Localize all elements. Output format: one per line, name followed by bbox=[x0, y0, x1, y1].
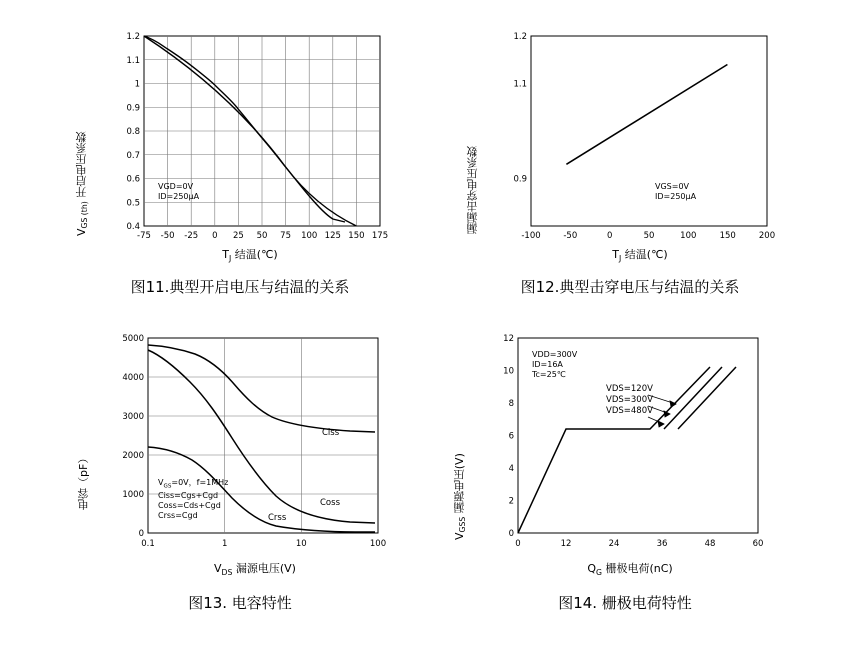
svg-text:0: 0 bbox=[138, 529, 144, 539]
svg-text:48: 48 bbox=[704, 539, 716, 549]
svg-text:-50: -50 bbox=[563, 231, 578, 241]
svg-text:-75: -75 bbox=[137, 231, 151, 241]
figure-13-svg bbox=[110, 328, 400, 553]
svg-text:25: 25 bbox=[232, 231, 244, 241]
svg-text:50: 50 bbox=[643, 231, 655, 241]
figure-14-plot bbox=[480, 328, 780, 553]
figure-12 bbox=[455, 18, 805, 298]
figure-14-label-vds300: VDS=300V bbox=[606, 395, 653, 405]
svg-text:2000: 2000 bbox=[122, 451, 144, 461]
svg-text:100: 100 bbox=[680, 231, 697, 241]
svg-text:0.8: 0.8 bbox=[126, 127, 140, 137]
figure-14-label-vds120: VDS=120V bbox=[606, 384, 653, 394]
figure-12-xlabel: $T_J$ 结温(℃) bbox=[612, 248, 668, 264]
svg-text:0.9: 0.9 bbox=[513, 174, 527, 185]
figure-13-note: $V_{GS}=0V$，f=1MHz Ciss=Cgs+Cgd Coss=Cds+Cgd Crss=Cgd bbox=[158, 478, 229, 520]
svg-text:0.5: 0.5 bbox=[126, 198, 140, 209]
svg-text:1.2: 1.2 bbox=[126, 32, 140, 42]
svg-text:0.6: 0.6 bbox=[126, 174, 140, 185]
svg-text:6: 6 bbox=[508, 431, 514, 442]
svg-text:12: 12 bbox=[560, 539, 572, 549]
figure-14-svg bbox=[480, 328, 780, 553]
figure-14-caption: 图14. 栅极电荷特性 bbox=[558, 594, 692, 612]
svg-text:0: 0 bbox=[606, 231, 613, 241]
figure-13-label-crss: Crss bbox=[268, 513, 287, 523]
svg-text:1.2: 1.2 bbox=[513, 32, 527, 42]
svg-text:12: 12 bbox=[503, 334, 514, 344]
figure-11-plot bbox=[110, 30, 390, 242]
svg-text:0.4: 0.4 bbox=[126, 222, 140, 232]
figure-12-caption: 图12.典型击穿电压与结温的关系 bbox=[520, 278, 740, 296]
svg-text:1000: 1000 bbox=[122, 490, 144, 500]
figure-13-caption: 图13. 电容特性 bbox=[188, 594, 292, 612]
figure-14-ylabel: $V_{GSS}$ 漏源电压(V) bbox=[453, 453, 468, 540]
figure-13-ylabel: 电容（pF） bbox=[77, 452, 90, 510]
figure-14 bbox=[440, 320, 800, 630]
svg-text:0: 0 bbox=[515, 539, 521, 549]
figure-14-note: VDD=300V ID=16A Tc=25℃ bbox=[532, 350, 578, 379]
svg-text:1.1: 1.1 bbox=[513, 79, 527, 90]
svg-text:0.7: 0.7 bbox=[126, 150, 140, 161]
svg-text:0.1: 0.1 bbox=[141, 539, 155, 549]
figure-12-note: VGS=0V ID=250μA bbox=[655, 182, 697, 201]
svg-text:36: 36 bbox=[656, 539, 668, 549]
figure-14-xlabel: $Q_G$ 栅极电荷(nC) bbox=[587, 562, 673, 578]
figure-13-plot bbox=[110, 328, 400, 553]
svg-text:5000: 5000 bbox=[122, 334, 144, 344]
svg-text:150: 150 bbox=[348, 231, 365, 241]
figure-13-label-ciss: Ciss bbox=[322, 428, 340, 438]
svg-text:150: 150 bbox=[719, 231, 736, 241]
svg-text:0: 0 bbox=[508, 529, 514, 539]
svg-text:3000: 3000 bbox=[122, 412, 144, 422]
svg-text:60: 60 bbox=[752, 539, 764, 549]
figure-11-svg bbox=[110, 30, 390, 242]
svg-text:75: 75 bbox=[280, 231, 292, 241]
svg-text:-100: -100 bbox=[521, 231, 541, 241]
svg-text:4000: 4000 bbox=[122, 373, 144, 383]
svg-text:-25: -25 bbox=[184, 231, 199, 241]
svg-text:10: 10 bbox=[295, 539, 307, 549]
svg-text:8: 8 bbox=[508, 399, 514, 409]
svg-text:1: 1 bbox=[134, 79, 140, 90]
svg-text:50: 50 bbox=[256, 231, 268, 241]
svg-text:-50: -50 bbox=[160, 231, 175, 241]
figure-14-label-vds480: VDS=480V bbox=[606, 406, 653, 416]
svg-text:1.1: 1.1 bbox=[126, 55, 140, 66]
svg-text:0.9: 0.9 bbox=[126, 103, 140, 114]
figure-11-xlabel: $T_J$ 结温(℃) bbox=[222, 248, 278, 264]
svg-text:24: 24 bbox=[608, 539, 620, 549]
svg-text:100: 100 bbox=[369, 539, 387, 549]
figure-13-xlabel: $V_{DS}$ 漏源电压(V) bbox=[214, 562, 296, 578]
svg-text:2: 2 bbox=[508, 496, 514, 507]
figure-11-caption: 图11.典型开启电压与结温的关系 bbox=[130, 278, 350, 296]
svg-text:4: 4 bbox=[508, 464, 514, 474]
svg-text:0: 0 bbox=[212, 231, 218, 241]
figure-13 bbox=[70, 320, 410, 630]
svg-text:1: 1 bbox=[221, 539, 228, 549]
figure-13-label-coss: Coss bbox=[320, 498, 340, 508]
figure-11-note: VGD=0V ID=250μA bbox=[158, 182, 200, 201]
figure-11-ylabel: $V_{GS (th)}$ 开启电压系数 bbox=[75, 131, 90, 236]
svg-text:10: 10 bbox=[503, 366, 514, 377]
svg-text:200: 200 bbox=[758, 231, 776, 241]
svg-text:125: 125 bbox=[324, 231, 341, 241]
svg-text:175: 175 bbox=[371, 231, 389, 241]
figure-12-ylabel: 漏漏击穿电压系数 bbox=[466, 146, 479, 234]
figure-12-plot bbox=[495, 30, 785, 242]
figure-11 bbox=[70, 18, 410, 298]
svg-text:100: 100 bbox=[301, 231, 318, 241]
figure-12-svg bbox=[495, 30, 785, 242]
